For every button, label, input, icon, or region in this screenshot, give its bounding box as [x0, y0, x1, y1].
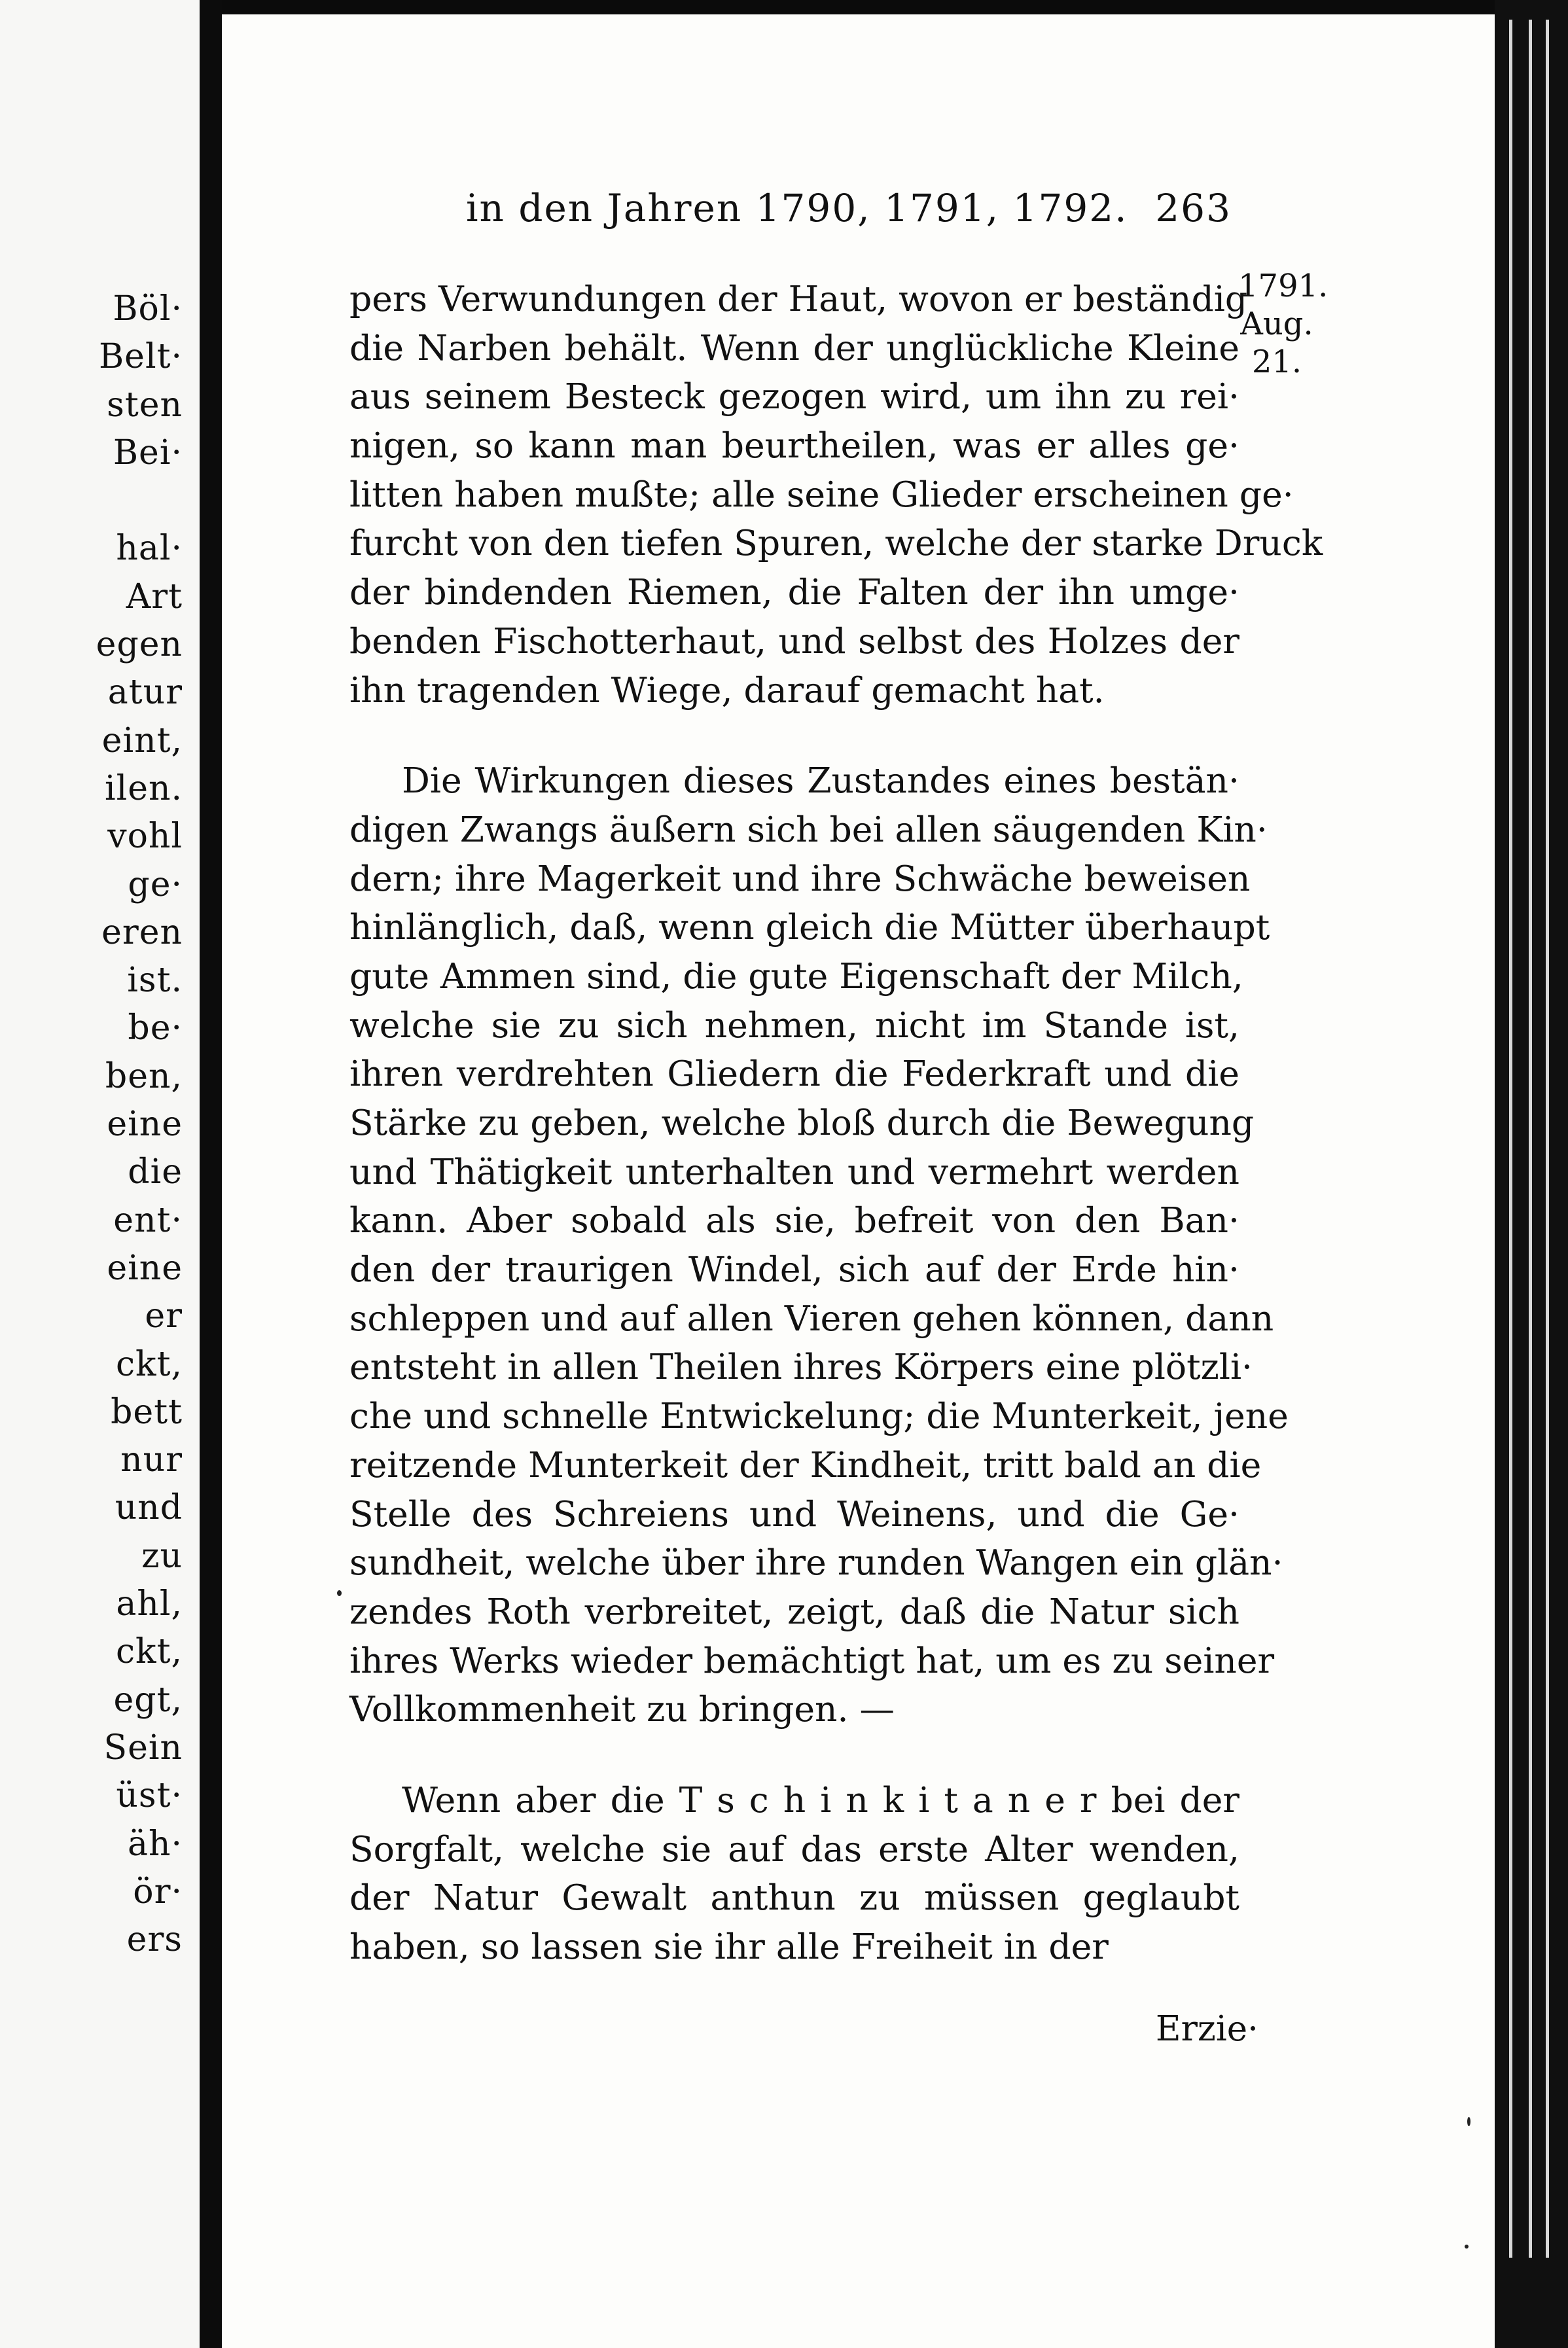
- running-header: [466, 186, 1232, 230]
- page-number: 263: [1155, 186, 1232, 230]
- left-fragment-line: egen: [96, 625, 183, 665]
- text-line: Die Wirkungen dieses Zustandes eines bestän·: [402, 760, 1239, 802]
- ink-speck: [1465, 2245, 1469, 2249]
- paragraph: [349, 756, 1289, 1734]
- text-line: ihn tragenden Wiege, darauf gemacht hat.: [349, 669, 1105, 711]
- left-fragment-line: üst·: [116, 1776, 183, 1816]
- left-fragment-line: eine: [107, 1248, 183, 1288]
- left-fragment-line: ben,: [105, 1056, 183, 1096]
- left-fragment-line: nur: [120, 1440, 183, 1480]
- text-line: der bindenden Riemen, die Falten der ihn umge·: [349, 571, 1239, 613]
- running-title: in den Jahren 1790, 1791, 1792.: [466, 186, 1128, 230]
- edge-line: [1509, 20, 1512, 2258]
- text-line: schleppen und auf allen Vieren gehen können, dann: [349, 1297, 1274, 1339]
- text-line: reitzende Munterkeit der Kindheit, tritt bald an die: [349, 1444, 1262, 1485]
- text-line: und Thätigkeit unterhalten und vermehrt werden: [349, 1150, 1239, 1192]
- left-fragment-line: Böl·: [113, 289, 183, 329]
- text-line: hinlänglich, daß, wenn gleich die Mütter überhaupt: [349, 906, 1270, 948]
- text-line: pers Verwundungen der Haut, wovon er beständig: [349, 278, 1248, 319]
- left-fragment-line: äh·: [127, 1824, 183, 1864]
- text-line: haben, so lassen sie ihr alle Freiheit in der: [349, 1926, 1109, 1967]
- left-fragment-line: ilen.: [104, 768, 183, 808]
- left-fragment-line: Sein: [103, 1728, 183, 1768]
- top-page-edge: [222, 0, 1568, 14]
- text-line: nigen, so kann man beurtheilen, was er alles ge·: [349, 425, 1239, 467]
- text-line: zendes Roth verbreitet, zeigt, daß die Natur sich: [349, 1590, 1239, 1632]
- left-page-text-fragments: [96, 285, 183, 1964]
- left-fragment-line: ers: [126, 1920, 183, 1960]
- left-fragment-line: eine: [107, 1105, 183, 1145]
- text-line: die Narben behält. Wenn der unglückliche Kleine: [349, 327, 1239, 368]
- left-fragment-line: Bei·: [113, 433, 183, 472]
- left-fragment-line: ist.: [127, 961, 183, 1001]
- text-line: der Natur Gewalt anthun zu müssen geglaubt: [349, 1877, 1239, 1919]
- ink-speck: [337, 1590, 342, 1596]
- text-line: sundheit, welche über ihre runden Wangen ein glän·: [349, 1542, 1283, 1584]
- text-line: ihres Werks wieder bemächtigt hat, um es zu seiner: [349, 1639, 1275, 1681]
- left-fragment-line: er: [145, 1296, 183, 1336]
- left-fragment-line: ckt,: [115, 1344, 183, 1384]
- text-line: Vollkommenheit zu bringen. —: [349, 1688, 895, 1730]
- left-fragment-line: Art: [126, 577, 183, 616]
- edge-line: [1529, 20, 1532, 2258]
- margin-note-line: 1791.: [1238, 268, 1328, 304]
- text-line: Stelle des Schreiens und Weinens, und die Ge·: [349, 1493, 1239, 1535]
- catchword: Erzie·: [1155, 2009, 1258, 2049]
- margin-date-note: [1238, 267, 1328, 381]
- paragraph: [349, 1776, 1239, 1972]
- ink-speck: [1467, 2117, 1470, 2126]
- text-line: ihren verdrehten Gliedern die Federkraft und die: [349, 1053, 1239, 1095]
- margin-note-line: 21.: [1251, 344, 1302, 380]
- left-fragment-line: die: [128, 1152, 183, 1192]
- left-fragment-line: ahl,: [116, 1584, 183, 1624]
- left-fragment-line: ör·: [133, 1872, 183, 1912]
- edge-line: [1546, 20, 1549, 2258]
- left-fragment-line: be·: [128, 1008, 183, 1048]
- left-fragment-line: egt,: [113, 1680, 183, 1720]
- left-fragment-line: Belt·: [98, 337, 183, 377]
- book-gutter: [200, 0, 222, 2348]
- text-line: kann. Aber sobald als sie, befreit von den Ban·: [349, 1200, 1239, 1241]
- left-fragment-line: ge·: [128, 864, 183, 904]
- left-fragment-line: sten: [107, 385, 183, 425]
- left-fragment-line: eren: [101, 912, 183, 952]
- left-fragment-line: atur: [107, 673, 183, 713]
- paragraph-gap: [349, 715, 1239, 756]
- left-fragment-line: ckt,: [115, 1632, 183, 1672]
- left-fragment-line: und: [115, 1488, 183, 1528]
- text-line: digen Zwangs äußern sich bei allen säugenden Kin·: [349, 808, 1268, 850]
- paragraph-gap: [349, 1734, 1239, 1776]
- text-line: litten haben mußte; alle seine Glieder erscheinen ge·: [349, 473, 1294, 515]
- left-fragment-line: bett: [111, 1392, 183, 1432]
- text-line: entsteht in allen Theilen ihres Körpers eine plötzli·: [349, 1346, 1253, 1388]
- text-line: den der traurigen Windel, sich auf der Erde hin·: [349, 1249, 1239, 1290]
- left-fragment-line: zu: [141, 1536, 183, 1576]
- left-fragment-line: [96, 477, 183, 525]
- text-line: Sorgfalt, welche sie auf das erste Alter wenden,: [349, 1828, 1239, 1870]
- text-line: Wenn aber die T s c h i n k i t a n e r bei der: [402, 1779, 1239, 1821]
- text-line: gute Ammen sind, die gute Eigenschaft der Milch,: [349, 955, 1243, 997]
- text-line: benden Fischotterhaut, und selbst des Holzes der: [349, 620, 1239, 662]
- left-fragment-line: vohl: [107, 817, 183, 857]
- text-line: Stärke zu geben, welche bloß durch die Bewegung: [349, 1102, 1255, 1143]
- left-page-edge: [0, 0, 200, 2348]
- text-line: aus seinem Besteck gezogen wird, um ihn zu rei·: [349, 376, 1239, 418]
- left-fragment-line: ent·: [113, 1200, 183, 1240]
- margin-note-line: Aug.: [1240, 306, 1313, 342]
- text-line: dern; ihre Magerkeit und ihre Schwäche beweisen: [349, 857, 1251, 899]
- left-fragment-line: hal·: [116, 529, 183, 569]
- text-line: furcht von den tiefen Spuren, welche der starke Druck: [349, 522, 1323, 564]
- text-line: welche sie zu sich nehmen, nicht im Stande ist,: [349, 1004, 1239, 1046]
- text-line: che und schnelle Entwickelung; die Munterkeit, jene: [349, 1395, 1289, 1437]
- right-page-edge: [1495, 0, 1568, 2348]
- left-fragment-line: eint,: [101, 720, 183, 760]
